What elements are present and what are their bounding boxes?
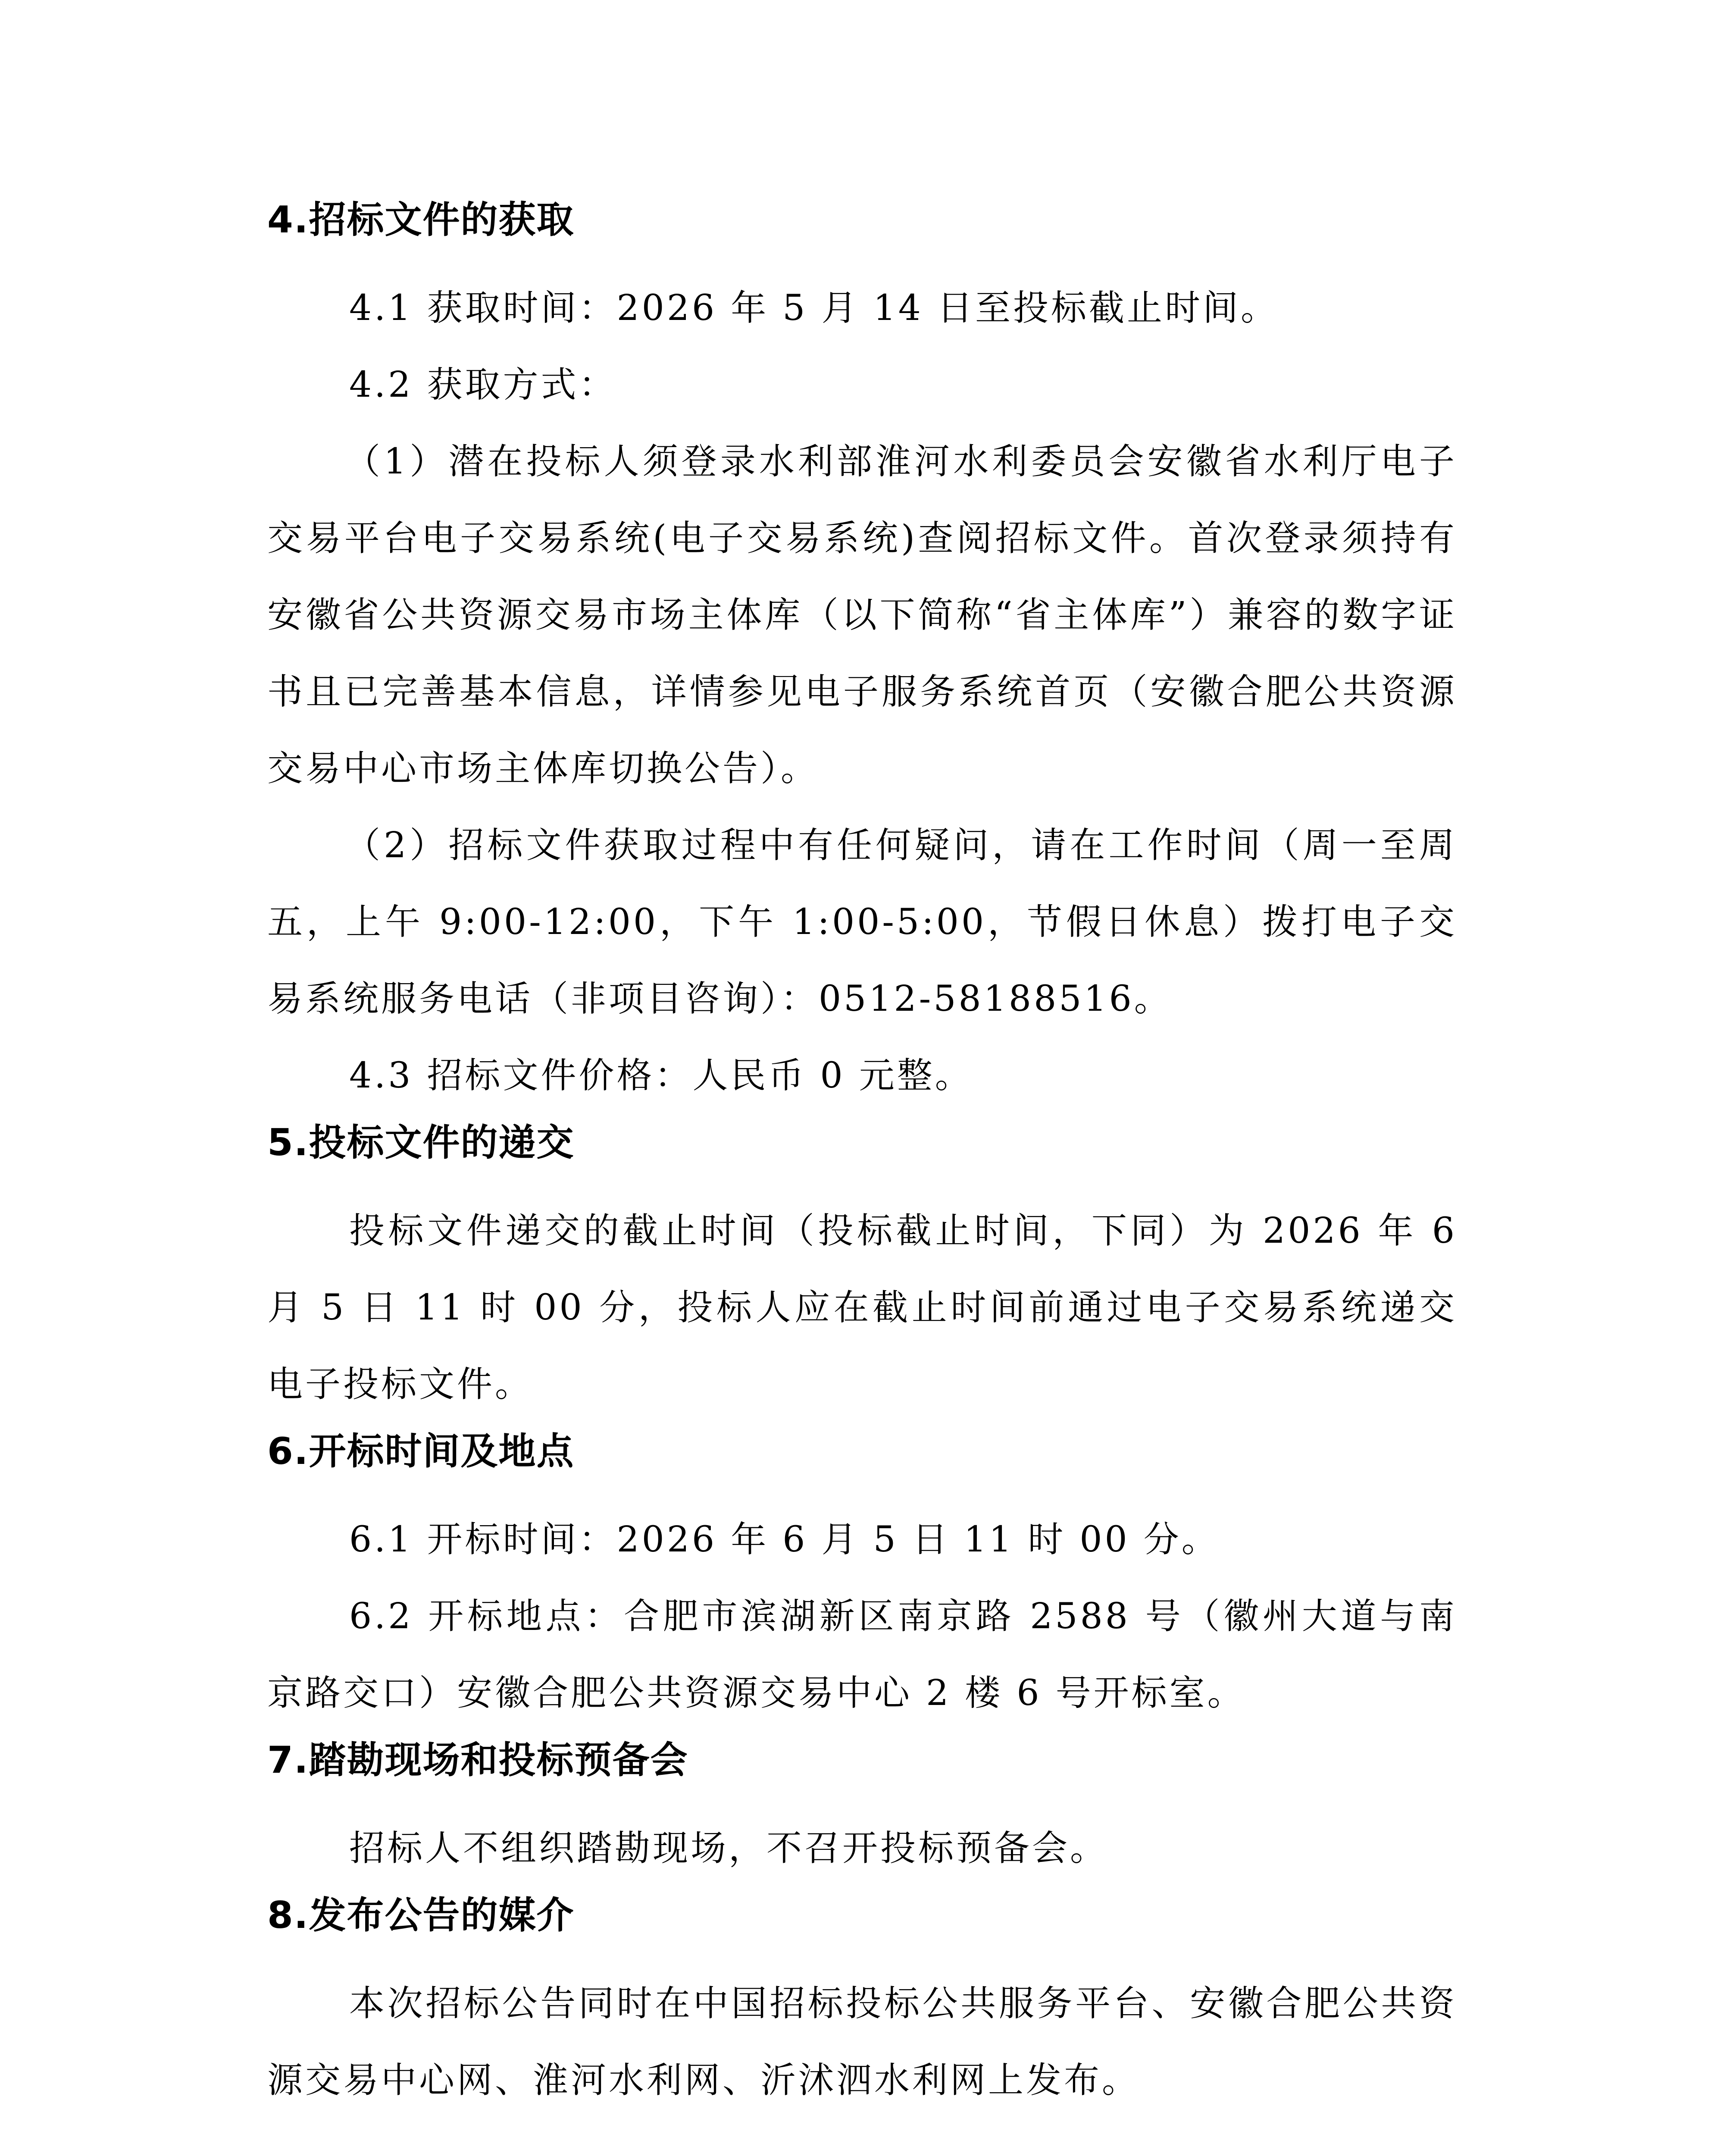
paragraph-6-1: 6.1 开标时间：2026 年 6 月 5 日 11 时 00 分。 (349, 1519, 1220, 1560)
paragraph-4-2: 4.2 获取方式： (349, 364, 617, 405)
paragraph-6-2: 6.2 开标地点：合肥市滨湖新区南京路 2588 号（徽州大道与南京路交口）安徽合肥公共资源交易中心 2 楼 6 号开标室。 (267, 1596, 1457, 1714)
section-heading-6: 6.开标时间及地点 (267, 1430, 575, 1473)
paragraph-5-1: 投标文件递交的截止时间（投标截止时间，下同）为 2026 年 6 月 5 日 11 时 00 分，投标人应在截止时间前通过电子交易系统递交电子投标文件。 (267, 1210, 1457, 1405)
section-heading-5: 5.投标文件的递交 (267, 1121, 575, 1164)
paragraph-4-1: 4.1 获取时间：2026 年 5 月 14 日至投标截止时间。 (349, 288, 1279, 329)
section-heading-4: 4.招标文件的获取 (267, 198, 575, 241)
section-heading-7: 7.踏勘现场和投标预备会 (267, 1739, 688, 1782)
paragraph-4-2-2: （2）招标文件获取过程中有任何疑问，请在工作时间（周一至周五，上午 9:00-12:00，下午 1:00-5:00，节假日休息）拨打电子交易系统服务电话（非项目咨询）：0512-58188516。 (267, 825, 1457, 1019)
document-page (267, 194, 1457, 2119)
paragraph-7-1: 招标人不组织踏勘现场，不召开投标预备会。 (349, 1828, 1108, 1869)
paragraph-4-3: 4.3 招标文件价格：人民币 0 元整。 (349, 1055, 973, 1096)
paragraph-4-2-1: （1）潜在投标人须登录水利部淮河水利委员会安徽省水利厅电子交易平台电子交易系统(电子交易系统)查阅招标文件。首次登录须持有安徽省公共资源交易市场主体库（以下简称“省主体库”）兼容的数字证书且已完善基本信息，详情参见电子服务系统首页（安徽合肥公共资源交易中心市场主体库切换公告）。 (267, 441, 1457, 789)
paragraph-8-1: 本次招标公告同时在中国招标投标公共服务平台、安徽合肥公共资源交易中心网、淮河水利网、沂沭泗水利网上发布。 (267, 1983, 1457, 2101)
section-heading-8: 8.发布公告的媒介 (267, 1894, 575, 1937)
